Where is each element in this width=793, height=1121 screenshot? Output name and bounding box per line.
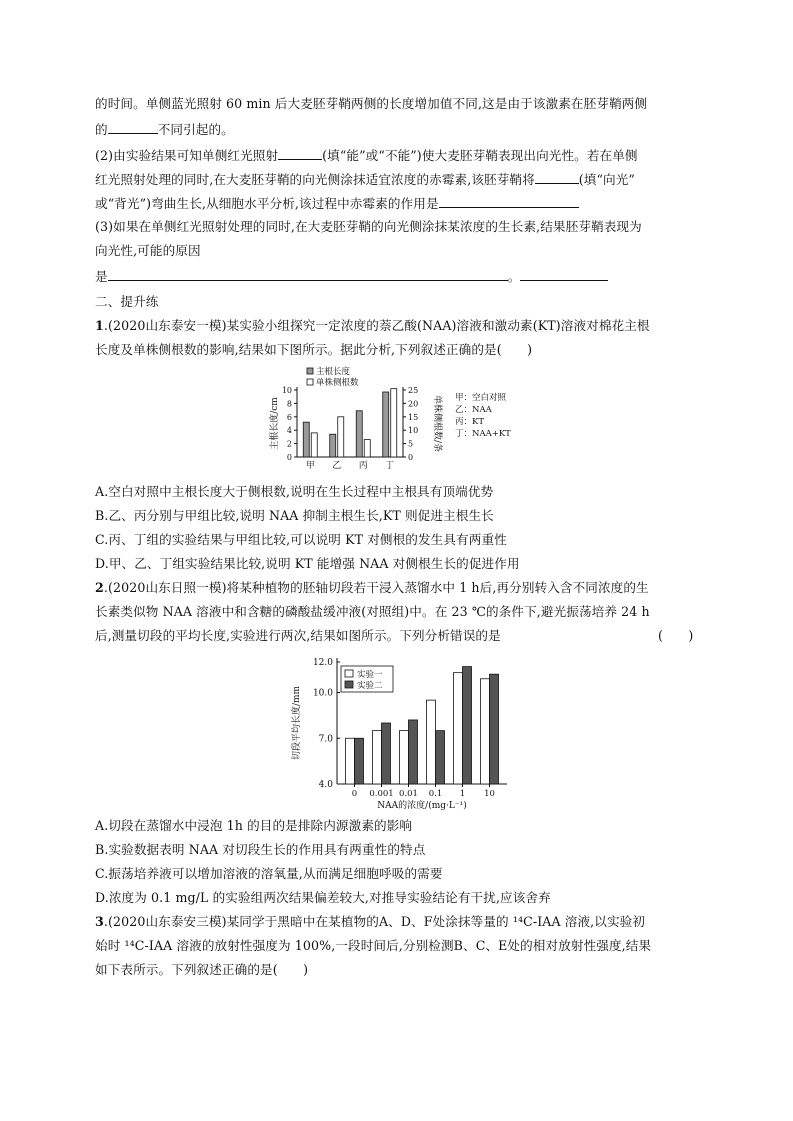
- bar-experiment-2: [490, 674, 499, 784]
- y-tick-label: 10: [281, 386, 292, 395]
- group-key-label: 丙：KT: [455, 417, 485, 427]
- x-tick-label: 丙: [358, 461, 368, 471]
- bar-experiment-2: [409, 720, 418, 784]
- bar-experiment-1: [346, 738, 355, 784]
- text-segment: (填“能”或“不能”)使大麦胚芽鞘表现出向光性。若在单侧: [322, 148, 638, 163]
- option-c[interactable]: C.丙、丁组的实验结果与甲组比较,可以说明 KT 对侧根的发生具有两重性: [95, 532, 507, 547]
- y-axis-label: 主根长度/cm: [270, 397, 280, 450]
- bar-experiment-1: [454, 673, 463, 784]
- bar-experiment-2: [382, 723, 391, 784]
- x-tick-label: 乙: [332, 461, 342, 471]
- text-segment: (2)由实验结果可知单侧红光照射: [95, 148, 279, 163]
- group-key-label: 甲：空白对照: [455, 393, 507, 403]
- y-tick-label-right: 0: [408, 453, 414, 462]
- x-tick-label: 甲: [305, 461, 315, 471]
- question-stem: 始时 ¹⁴C-IAA 溶液的放射性强度为 100%,一段时间后,分别检测B、C、E处的相对放射性强度,结果: [95, 938, 652, 953]
- question-stem: [95, 580, 649, 596]
- y-tick-label: 0: [286, 453, 292, 462]
- bar-experiment-1: [400, 731, 409, 784]
- question-stem: 长度及单株侧根数的影响,结果如下图所示。据此分析,下列叙述正确的是( ): [95, 342, 533, 357]
- paragraph-line: [95, 121, 234, 138]
- y-tick-label: 4.0: [318, 780, 333, 790]
- legend-swatch: [345, 681, 353, 688]
- question-stem: [95, 914, 645, 930]
- y-tick-label: 8: [286, 399, 292, 409]
- bar-experiment-1: [373, 731, 382, 784]
- legend-label: 单株侧根数: [316, 378, 359, 388]
- bar-experiment-1: [427, 700, 436, 784]
- section-title: 二、提升练: [95, 294, 159, 309]
- text-segment: .(2020山东泰安一模)某实验小组探究一定浓度的萘乙酸(NAA)溶液和激动素(KT)溶液对棉花主根: [103, 318, 650, 333]
- y-axis-label: 切段平均长度/mm: [292, 685, 302, 761]
- answer-blank[interactable]: [535, 171, 579, 184]
- option-b[interactable]: B.实验数据表明 NAA 对切段生长的作用具有两重性的特点: [95, 842, 426, 857]
- bar-main-root: [383, 392, 389, 457]
- x-tick-label: 0: [351, 789, 358, 799]
- group-key-label: 丁：NAA+KT: [455, 429, 511, 439]
- bar-experiment-2: [463, 667, 472, 784]
- x-tick-label: 丁: [385, 461, 395, 471]
- segment-length-chart: [285, 650, 515, 812]
- question-stem: 后,测量切段的平均长度,实验进行两次,结果如图所示。下列分析错误的是: [95, 628, 501, 643]
- legend-label: 实验一: [357, 670, 383, 680]
- option-d[interactable]: D.浓度为 0.1 mg/L 的实验组两次结果偏差较大,对推导实验结论有干扰,应该舍弃: [95, 890, 551, 905]
- bar-experiment-1: [481, 679, 490, 784]
- y-tick-label: 2: [286, 439, 292, 449]
- text-segment: .(2020山东泰安三模)某同学于黑暗中在某植物的A、D、F处涂抹等量的 ¹⁴C-IAA 溶液,以实验初: [103, 914, 646, 929]
- option-a[interactable]: A.空白对照中主根长度大于侧根数,说明在生长过程中主根具有顶端优势: [95, 484, 494, 499]
- y-tick-label-right: 25: [408, 386, 419, 395]
- bar-main-root: [356, 411, 362, 457]
- bar-lateral-root: [391, 389, 397, 457]
- text-segment: 不同引起的。: [157, 122, 234, 137]
- y-tick-label: 7.0: [318, 734, 333, 745]
- bar-lateral-root: [338, 417, 344, 457]
- bar-experiment-2: [355, 738, 364, 784]
- text-segment: .(2020山东日照一模)将某种植物的胚轴切段若干浸入蒸馏水中 1 h后,再分别转入含不同浓度的生: [103, 580, 649, 595]
- paragraph-line: (3)如果在单侧红光照射处理的同时,在大麦胚芽鞘的向光侧涂抹某浓度的生长素,结果胚芽鞘表现为: [95, 219, 642, 234]
- bar-lateral-root: [364, 440, 370, 457]
- legend-swatch: [345, 670, 353, 677]
- y-tick-label-right: 20: [408, 399, 419, 409]
- chart-body: [290, 658, 507, 811]
- answer-blank[interactable]: [108, 268, 508, 281]
- y-tick-label: 4: [286, 426, 292, 436]
- question-stem: [95, 318, 650, 334]
- y-axis-label-right: 单株侧根数/条: [432, 394, 442, 453]
- y-tick-label: 10.0: [312, 688, 333, 699]
- y-tick-label-right: 10: [408, 426, 419, 436]
- paragraph-line: [95, 195, 579, 212]
- legend-swatch: [307, 379, 313, 385]
- x-tick-label: 10: [484, 789, 495, 799]
- bar-lateral-root: [311, 433, 317, 457]
- text-segment: 红光照射处理的同时,在大麦胚芽鞘的向光侧涂抹适宜浓度的赤霉素,该胚芽鞘将: [95, 172, 535, 187]
- option-d[interactable]: D.甲、乙、丁组实验结果比较,说明 KT 能增强 NAA 对侧根生长的促进作用: [95, 556, 520, 571]
- x-axis-label: NAA的浓度/(mg·L⁻¹): [377, 801, 467, 811]
- option-a[interactable]: A.切段在蒸馏水中浸泡 1h 的目的是排除内源激素的影响: [95, 818, 413, 833]
- paragraph-line: [95, 147, 638, 164]
- legend-swatch: [307, 368, 313, 374]
- root-length-chart: [255, 362, 540, 472]
- option-c[interactable]: C.振荡培养液可以增加溶液的溶氧量,从而满足细胞呼吸的需要: [95, 866, 443, 881]
- text-segment: 或“背光”)弯曲生长,从细胞水平分析,该过程中赤霉素的作用是: [95, 196, 439, 211]
- y-tick-label-right: 5: [408, 439, 414, 449]
- text-segment: 是: [95, 269, 108, 284]
- bar-experiment-2: [436, 731, 445, 784]
- answer-blank[interactable]: [278, 147, 322, 160]
- answer-blank[interactable]: [520, 268, 608, 281]
- question-number: 3: [95, 914, 104, 929]
- x-tick-label: 0.001: [369, 789, 394, 799]
- chart-body: [268, 366, 511, 471]
- y-tick-label: 6: [286, 412, 292, 422]
- paragraph-line: [95, 268, 608, 285]
- y-tick-label-right: 15: [408, 412, 419, 422]
- bar-main-root: [303, 422, 309, 457]
- text-segment: (填“向光”: [578, 172, 635, 187]
- paragraph-line: 向光性,可能的原因: [95, 243, 201, 258]
- answer-blank[interactable]: [108, 121, 158, 134]
- answer-paren[interactable]: ( ): [658, 628, 694, 643]
- text-segment: 。: [507, 269, 521, 284]
- answer-blank[interactable]: [439, 195, 579, 208]
- paragraph-line: 的时间。单侧蓝光照射 60 min 后大麦胚芽鞘两侧的长度增加值不同,这是由于该激素在胚芽鞘两侧: [95, 96, 648, 111]
- legend-label: 主根长度: [316, 367, 351, 377]
- x-tick-label: 1: [459, 789, 466, 799]
- question-stem: 长素类似物 NAA 溶液中和含糖的磷酸盐缓冲液(对照组)中。在 23 ℃的条件下,避光振荡培养 24 h: [95, 604, 650, 619]
- y-tick-label: 12.0: [312, 658, 333, 668]
- x-tick-label: 0.01: [399, 789, 418, 799]
- paragraph-line: [95, 171, 635, 188]
- bar-main-root: [330, 434, 336, 457]
- question-number: 1: [95, 318, 104, 333]
- text-segment: 的: [95, 122, 108, 137]
- option-b[interactable]: B.乙、丙分别与甲组比较,说明 NAA 抑制主根生长,KT 则促进主根生长: [95, 508, 494, 523]
- question-stem: 如下表所示。下列叙述正确的是( ): [95, 962, 309, 977]
- group-key-label: 乙：NAA: [455, 405, 492, 415]
- x-tick-label: 0.1: [428, 789, 443, 799]
- legend-label: 实验二: [357, 681, 383, 691]
- question-number: 2: [95, 580, 104, 595]
